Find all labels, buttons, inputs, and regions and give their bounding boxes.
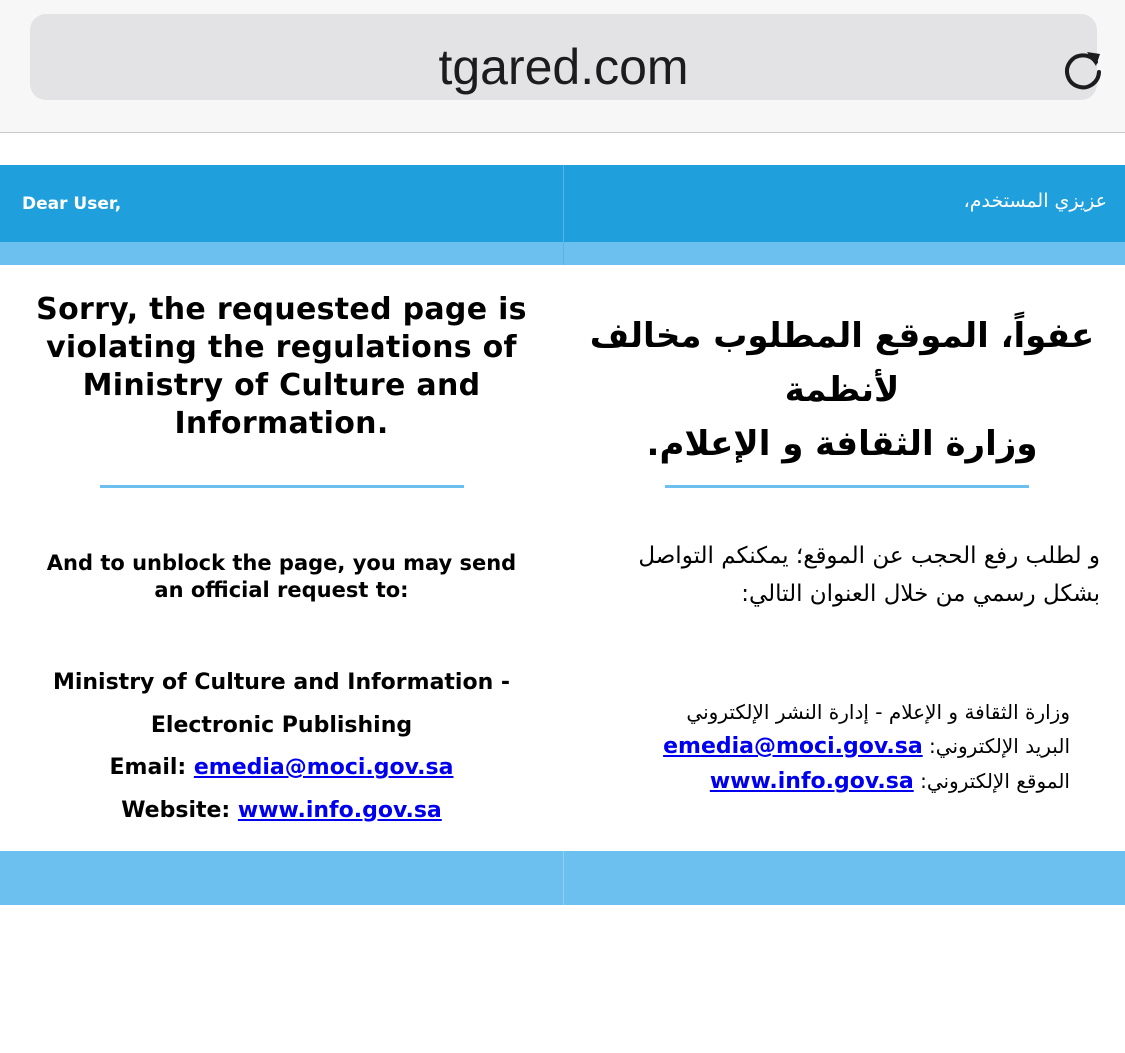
separator-english [100, 485, 464, 488]
block-message-arabic [577, 309, 1107, 471]
block-message-arabic-line1: عفواً، الموقع المطلوب مخالف لأنظمة [589, 316, 1095, 410]
separator-arabic [665, 485, 1029, 488]
org-line-arabic: وزارة الثقافة و الإعلام - إدارة النشر الإلكتروني [686, 700, 1070, 724]
website-link-english[interactable]: www.info.gov.sa [237, 797, 442, 823]
email-link-english[interactable]: emedia@moci.gov.sa [193, 755, 454, 780]
browser-chrome [0, 0, 1125, 133]
column-divider-bottom [563, 851, 564, 905]
contact-block-english [20, 662, 543, 832]
unblock-arabic-line2: بشكل رسمي من خلال العنوان التالي: [741, 581, 1100, 607]
block-message-arabic-line2: وزارة الثقافة و الإعلام. [646, 424, 1038, 464]
block-message-english: Sorry, the requested page is violating the regulations of Ministry of Culture and Information. [36, 292, 527, 441]
unblock-arabic-line1: و لطلب رفع الحجب عن الموقع؛ يمكنكم التواصل [638, 543, 1100, 569]
website-label-english: Website: [121, 797, 231, 823]
email-label-english: Email: [109, 755, 187, 780]
email-row-english [20, 747, 543, 790]
org-line-english-2: Electronic Publishing [150, 712, 413, 738]
website-row-english [20, 790, 543, 833]
website-label-arabic: الموقع الإلكتروني: [920, 769, 1070, 793]
email-label-arabic: البريد الإلكتروني: [929, 734, 1070, 758]
website-row-arabic [570, 764, 1070, 799]
email-row-arabic [570, 729, 1070, 764]
unblock-instructions-english: And to unblock the page, you may send an official request to: [46, 551, 517, 602]
address-bar-url[interactable]: tgared.com [438, 39, 689, 95]
column-divider-top [563, 165, 564, 265]
org-line-english-1: Ministry of Culture and Information - [52, 670, 511, 695]
unblock-instructions-arabic [580, 537, 1100, 613]
website-link-arabic[interactable]: www.info.gov.sa [709, 769, 914, 794]
greeting-english: Dear User, [22, 194, 122, 214]
contact-block-arabic [570, 695, 1070, 799]
reload-icon[interactable] [1060, 48, 1106, 94]
email-link-arabic[interactable]: emedia@moci.gov.sa [663, 734, 923, 759]
greeting-arabic: عزيزي المستخدم، [963, 190, 1107, 212]
address-bar[interactable] [30, 14, 1097, 100]
